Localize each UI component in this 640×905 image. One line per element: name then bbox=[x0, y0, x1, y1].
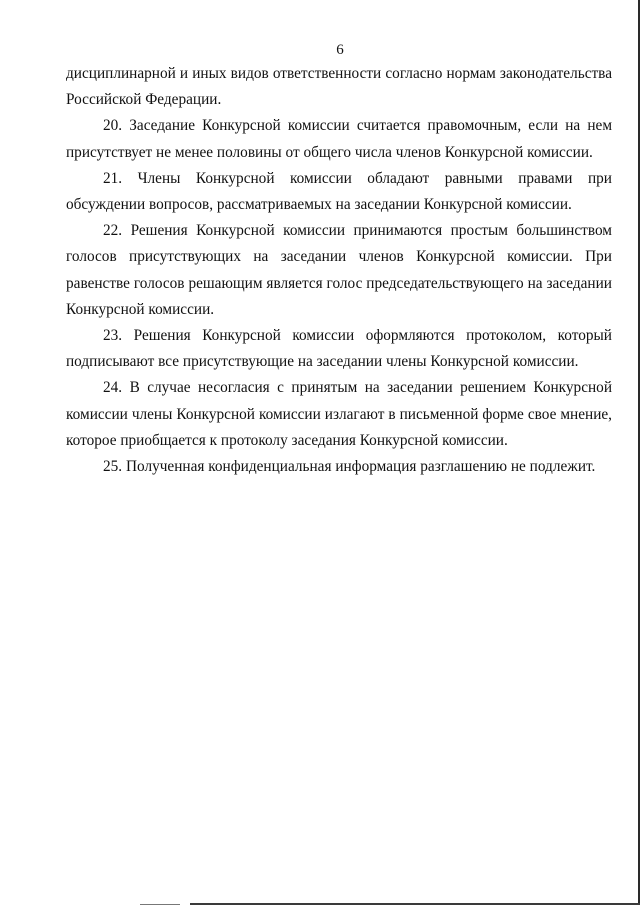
paragraph-20: 20. Заседание Конкурсной комиссии считается правомочным, если на нем присутствует не менее половины от общего числа членов Конкурсной комиссии. bbox=[66, 117, 612, 161]
page-number: 6 bbox=[336, 42, 344, 58]
paragraph-24: 24. В случае несогласия с принятым на заседании решением Конкурсной комиссии члены Конкурсной комиссии излагают в письменной форме свое мнение, которое приобщается к протоколу заседания Конкурсной комиссии. bbox=[66, 379, 612, 449]
paragraph-23: 23. Решения Конкурсной комиссии оформляются протоколом, который подписывают все присутствующие на заседании члены Конкурсной комиссии. bbox=[66, 327, 612, 371]
paragraph-21: 21. Члены Конкурсной комиссии обладают равными правами при обсуждении вопросов, рассматриваемых на заседании Конкурсной комиссии. bbox=[66, 169, 612, 214]
paragraph-25: 25. Полученная конфиденциальная информация разглашению не подлежит. bbox=[103, 458, 596, 476]
paragraph-continuation: дисциплинарной и иных видов ответственности согласно нормам законодательства Российской Федерации. bbox=[66, 65, 612, 109]
document-body bbox=[66, 61, 612, 480]
paragraph-22: 22. Решения Конкурсной комиссии принимаются простым большинством голосов присутствующих на заседании членов Конкурсной комиссии. При равенстве голосов решающим является голос председательствующего на заседании Конкурсной комиссии. bbox=[66, 222, 612, 318]
